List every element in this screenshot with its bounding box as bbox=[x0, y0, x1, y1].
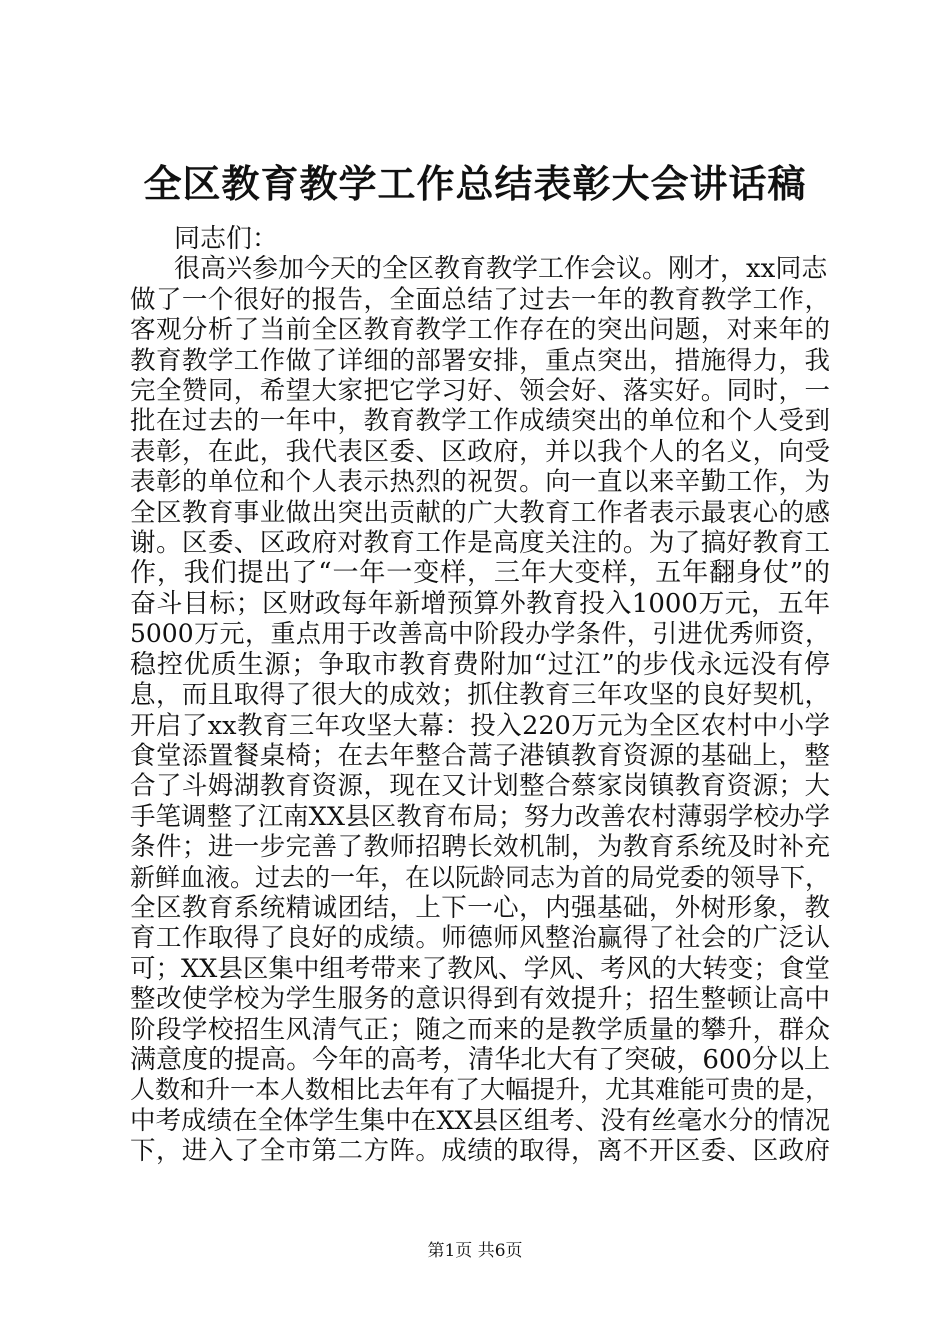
paragraph-line: 很高兴参加今天的全区教育教学工作会议。刚才，xx同志 bbox=[174, 254, 828, 285]
paragraph-line: 手笔调整了江南XX县区教育布局；努力改善农村薄弱学校办学 bbox=[130, 801, 830, 832]
paragraph-line: 全区教育事业做出突出贡献的广大教育工作者表示最衷心的感 bbox=[130, 497, 830, 528]
paragraph-line: 谢。区委、区政府对教育工作是高度关注的。为了搞好教育工 bbox=[130, 528, 830, 559]
paragraph-line: 做了一个很好的报告，全面总结了过去一年的教育教学工作， bbox=[130, 284, 830, 315]
paragraph-line: 奋斗目标；区财政每年新增预算外教育投入1000万元，五年 bbox=[130, 588, 830, 619]
paragraph-line: 阶段学校招生风清气正；随之而来的是教学质量的攀升，群众 bbox=[130, 1014, 830, 1045]
paragraph-line: 育工作取得了良好的成绩。师德师风整治赢得了社会的广泛认 bbox=[130, 923, 830, 954]
paragraph-line: 表彰的单位和个人表示热烈的祝贺。向一直以来辛勤工作，为 bbox=[130, 467, 830, 498]
paragraph-line: 新鲜血液。过去的一年，在以阮龄同志为首的局党委的领导下， bbox=[130, 862, 831, 892]
paragraph-line: 批在过去的一年中，教育教学工作成绩突出的单位和个人受到 bbox=[130, 406, 830, 437]
salutation: 同志们： bbox=[174, 224, 279, 254]
paragraph-line: 下，进入了全市第二方阵。成绩的取得，离不开区委、区政府 bbox=[130, 1136, 830, 1167]
paragraph-line: 表彰，在此，我代表区委、区政府，并以我个人的名义，向受 bbox=[130, 436, 830, 467]
paragraph-line: 客观分析了当前全区教育教学工作存在的突出问题，对来年的 bbox=[130, 315, 830, 346]
paragraph-line: 完全赞同，希望大家把它学习好、领会好、落实好。同时，一 bbox=[130, 376, 830, 407]
paragraph-line: 中考成绩在全体学生集中在XX县区组考、没有丝毫水分的情况 bbox=[130, 1105, 830, 1136]
paragraph-line: 人数和升一本人数相比去年有了大幅提升，尤其难能可贵的是， bbox=[130, 1075, 831, 1105]
paragraph-line: 开启了xx教育三年攻坚大幕：投入220万元为全区农村中小学 bbox=[130, 710, 830, 741]
paragraph-line: 息，而且取得了很大的成效；抓住教育三年攻坚的良好契机， bbox=[130, 680, 830, 711]
paragraph-line: 条件；进一步完善了教师招聘长效机制，为教育系统及时补充 bbox=[130, 832, 830, 863]
document-title: 全区教育教学工作总结表彰大会讲话稿 bbox=[143, 161, 807, 206]
paragraph-line: 全区教育系统精诚团结，上下一心，内强基础，外树形象，教 bbox=[130, 892, 830, 923]
paragraph-line: 稳控优质生源；争取市教育费附加“过江”的步伐永远没有停 bbox=[130, 649, 830, 680]
paragraph-line: 5000万元，重点用于改善高中阶段办学条件，引进优秀师资， bbox=[130, 619, 830, 649]
paragraph-line: 作，我们提出了“一年一变样，三年大变样，五年翻身仗”的 bbox=[130, 558, 830, 589]
paragraph-line: 整改使学校为学生服务的意识得到有效提升；招生整顿让高中 bbox=[130, 984, 830, 1015]
document-body bbox=[130, 224, 830, 1167]
paragraph-line: 可；XX县区集中组考带来了教风、学风、考风的大转变；食堂 bbox=[130, 953, 830, 984]
paragraph-line: 满意度的提高。今年的高考，清华北大有了突破，600分以上 bbox=[130, 1044, 830, 1075]
paragraph-line: 食堂添置餐桌椅；在去年整合蒿子港镇教育资源的基础上，整 bbox=[130, 740, 830, 771]
paragraph-line: 合了斗姆湖教育资源，现在又计划整合蔡家岗镇教育资源；大 bbox=[130, 771, 830, 802]
page-footer: 第1页 共6页 bbox=[427, 1241, 523, 1261]
paragraph-line: 教育教学工作做了详细的部署安排，重点突出，措施得力，我 bbox=[130, 345, 830, 376]
